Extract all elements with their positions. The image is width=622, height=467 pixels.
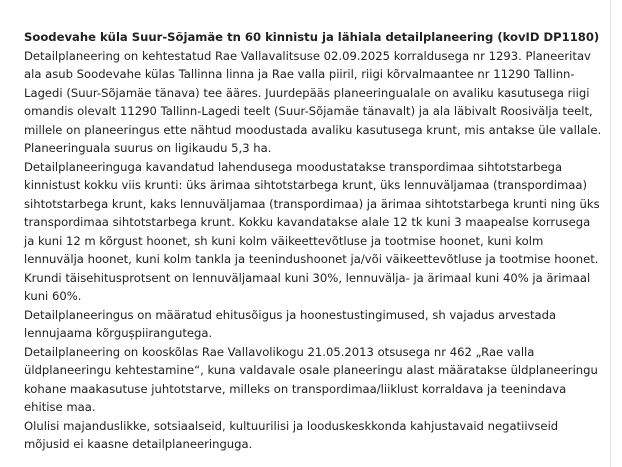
- paragraph-impacts: Olulisi majanduslikke, sotsiaalseid, kultuurilisi ja looduskeskkonda kahjustavaid negatiivseid mõjusid ei kaasne detailplaneeringuga.: [24, 418, 559, 451]
- notice-content: [24, 28, 604, 454]
- notice-title: Soodevahe küla Suur-Sõjamäe tn 60 kinnistu ja lähiala detailplaneering (kovID DP1180): [24, 30, 600, 44]
- paragraph-adoption: Detailplaneering on kehtestatud Rae Vallavalitsuse 02.09.2025 korraldusega nr 1293. Planeeritav ala asub Soodevahe külas Tallinna linna ja Rae valla piiril, riigi kõrvalmaantee nr 11290 Tallinn-Lagedi (Suur-Sõjamäe tänava) tee ääres. Juurdepääs planeeringualale on avaliku kasutusega riigi omandis olevalt 11290 Tallinn-Lagedi teelt (Suur-Sõjamäe tänavalt) ja ala läbivalt Roosivälja teelt, millele on planeeringus ette nähtud moodustada avaliku kasutusega krunt, mis antakse üle vallale. Planeeringuala suurus on ligikaudu 5,3 ha.: [24, 48, 602, 155]
- paragraph-general-plan: Detailplaneering on kooskõlas Rae Vallavolikogu 21.05.2013 otsusega nr 462 „Rae valla üldplaneeringu kehtestamine“, kuna valdavale osale planeeringu alast määratakse üldplaneeringu kohane maakasutuse juhtotstarve, milleks on transpordimaa/liiklust korraldava ja teenindava ehitise maa.: [24, 344, 598, 414]
- paragraph-building-rights: Detailplaneeringus on määratud ehitusõigus ja hoonestustingimused, sh vajadus arvestada lennujaama kõrgușpiirangutega.: [24, 307, 557, 340]
- paragraph-plots: Detailplaneeringuga kavandatud lahendusega moodustatakse transpordimaa sihtotstarbega kinnistust kokku viis krunti: üks ärimaa sihtotstarbega krunt, üks lennuväljamaa (transpordimaa) sihtotstarbega krunt, kaks lennuväljamaa (transpordimaa) ja ärimaa sihtotstarbega krunti ning üks transpordimaa sihtotstarbega krunt. Kokku kavandatakse alale 12 tk kuni 3 maapealse korrusega ja kuni 12 m kõrgust hoonet, sh kuni kolm väikeettevõtluse ja tootmise hoonet, kuni kolm lennuvälja hoonet, kuni kolm tankla ja teenindushoonet ja/või väikeettevõtluse ja tootmise hoonet. Krundi täisehitusprotsent on lennuväljamaal kuni 30%, lennuvälja- ja ärimaal kuni 40% ja ärimaal kuni 60%.: [24, 159, 600, 303]
